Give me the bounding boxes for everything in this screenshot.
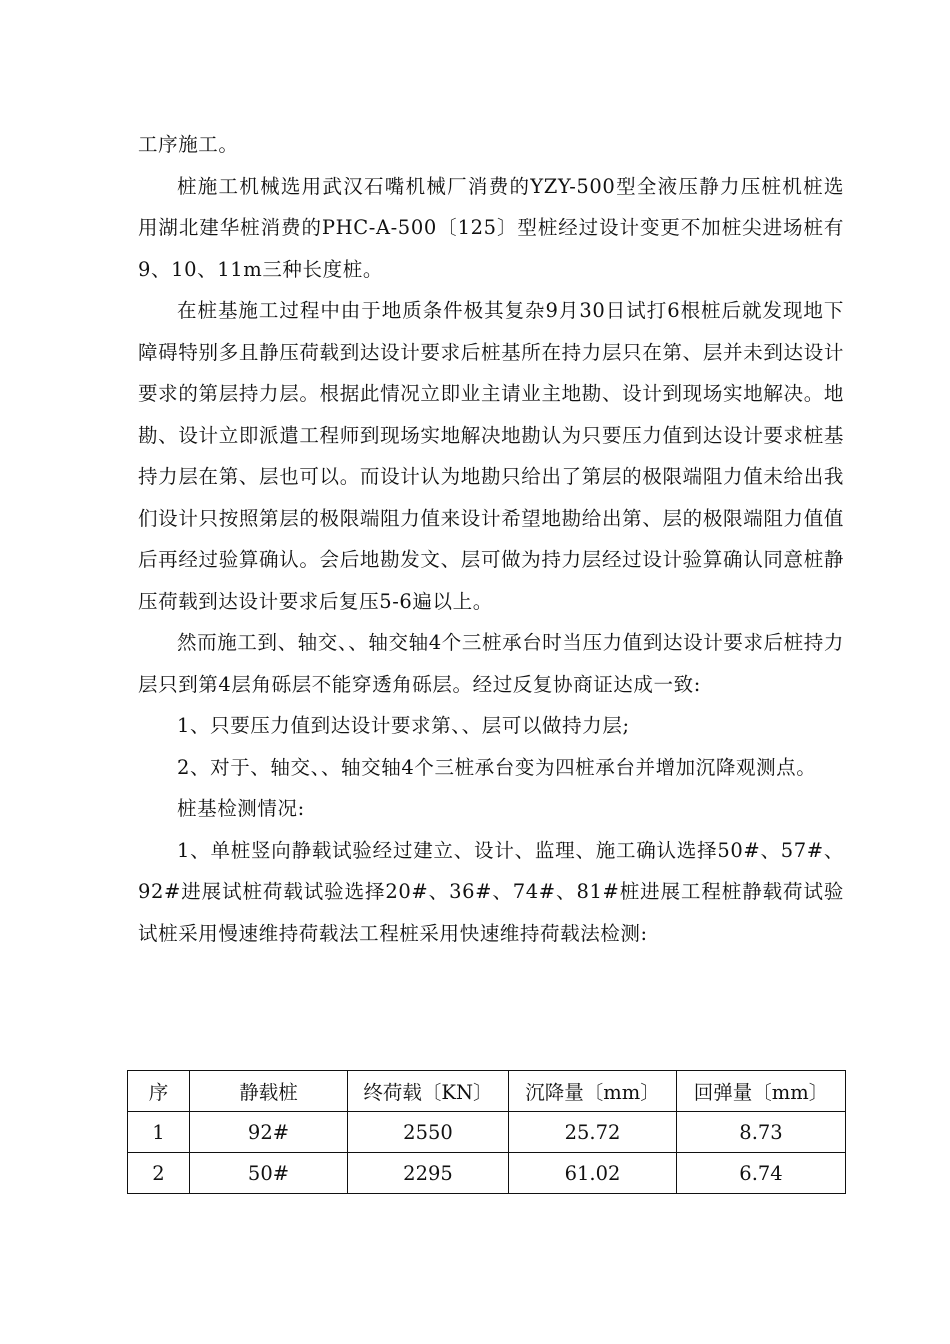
- header-pile: 静载桩: [190, 1071, 348, 1112]
- table-header-row: [128, 1071, 846, 1112]
- cell-index: 2: [128, 1153, 190, 1194]
- header-settlement: 沉降量〔mm〕: [509, 1071, 677, 1112]
- paragraph-7: 桩基检测情况:: [177, 797, 305, 820]
- paragraph-8: 1、单桩竖向静载试验经过建立、设计、监理、施工确认选择50#、57#、92#进展试桩荷载试验选择20#、36#、74#、81#桩进展工程桩静载荷试验试桩采用慢速维持荷载法工程桩采用快速维持荷载法检测:: [138, 838, 844, 945]
- cell-final-load: 2295: [348, 1153, 509, 1194]
- cell-pile: 92#: [190, 1112, 348, 1153]
- static-load-test-table: [127, 1070, 845, 1194]
- cell-settlement: 61.02: [509, 1153, 677, 1194]
- document-body: [138, 124, 844, 954]
- paragraph-5: 1、只要压力值到达设计要求第、、层可以做持力层;: [177, 714, 630, 737]
- table-row: [128, 1112, 846, 1153]
- cell-pile: 50#: [190, 1153, 348, 1194]
- data-table: [127, 1070, 846, 1194]
- cell-rebound: 8.73: [677, 1112, 846, 1153]
- paragraph-6: 2、对于、轴交、、轴交轴4个三桩承台变为四桩承台并增加沉降观测点。: [177, 755, 817, 779]
- cell-final-load: 2550: [348, 1112, 509, 1153]
- paragraph-4: 然而施工到、轴交、、轴交轴4个三桩承台时当压力值到达设计要求后桩持力层只到第4层角砾层不能穿透角砾层。经过反复协商证达成一致:: [138, 631, 844, 696]
- header-final-load: 终荷载〔KN〕: [348, 1071, 509, 1112]
- paragraph-1: 工序施工。: [138, 133, 239, 156]
- paragraph-3: 在桩基施工过程中由于地质条件极其复杂9月30日试打6根桩后就发现地下障碍特别多且静压荷载到达设计要求后桩基所在持力层只在第、层并未到达设计要求的第层持力层。根据此情况立即业主请业主地勘、设计到现场实地解决。地勘、设计立即派遣工程师到现场实地解决地勘认为只要压力值到达设计要求桩基持力层在第、层也可以。而设计认为地勘只给出了第层的极限端阻力值未给出我们设计只按照第层的极限端阻力值来设计希望地勘给出第、层的极限端阻力值值后再经过验算确认。会后地勘发文、层可做为持力层经过设计验算确认同意桩静压荷载到达设计要求后复压5-6遍以上。: [138, 299, 844, 613]
- paragraph-2: 桩施工机械选用武汉石嘴机械厂消费的YZY-500型全液压静力压桩机桩选用湖北建华桩消费的PHC-A-500〔125〕型桩经过设计变更不加桩尖进场桩有9、10、11m三种长度桩。: [138, 174, 844, 281]
- cell-rebound: 6.74: [677, 1153, 846, 1194]
- cell-index: 1: [128, 1112, 190, 1153]
- table-row: [128, 1153, 846, 1194]
- header-rebound: 回弹量〔mm〕: [677, 1071, 846, 1112]
- header-index: 序: [128, 1071, 190, 1112]
- cell-settlement: 25.72: [509, 1112, 677, 1153]
